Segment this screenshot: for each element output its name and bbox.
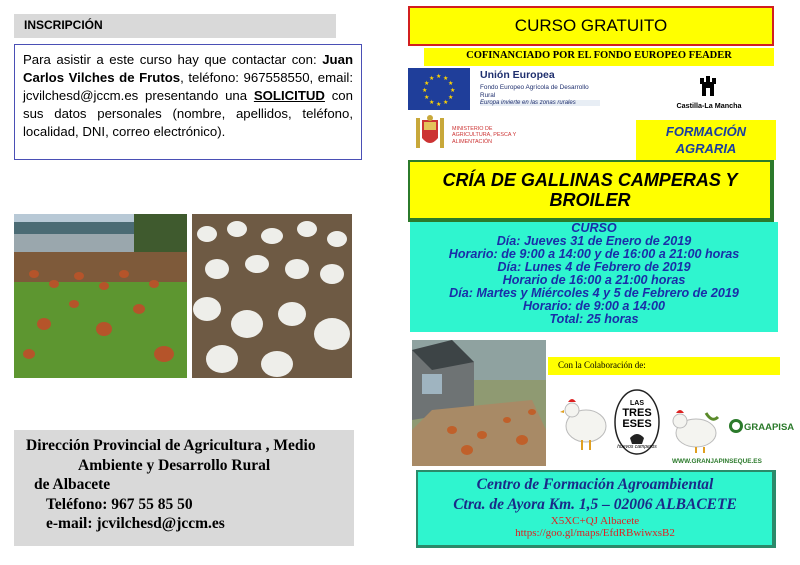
curso-gratuito-title: CURSO GRATUITO (514, 16, 668, 35)
formacion-line1: FORMACIÓN (665, 124, 747, 139)
inscripcion-text-box (14, 44, 362, 160)
colaboracion-label: Con la Colaboración de: (558, 360, 646, 370)
course-title-box (408, 160, 774, 222)
free-range-hens-photo (14, 214, 187, 378)
tres-eses-top: LAS (630, 400, 644, 407)
tres-eses-tagline: huevos camperos (617, 444, 657, 450)
tres-eses-line1: TRES (622, 407, 652, 419)
tres-eses-name (612, 408, 662, 430)
las-tres-eses-logo (612, 380, 662, 460)
schedule-line: Horario: de 9:00 a 14:00 (522, 299, 666, 313)
schedule-box (410, 222, 778, 332)
curso-gratuito-banner (408, 6, 774, 46)
svg-text:★: ★ (436, 101, 442, 108)
direccion-line1: Dirección Provincial de Agricultura , Medio (26, 437, 316, 454)
solicitud-word: SOLICITUD (253, 88, 325, 103)
inscripcion-header (14, 14, 336, 38)
schedule-line: Horario: de 9:00 a 14:00 y de 16:00 a 21:00 horas (448, 247, 740, 261)
centro-name: Centro de Formación Agroambiental (476, 476, 714, 493)
course-title-line1: CRÍA DE GALLINAS CAMPERAS Y (442, 170, 738, 190)
white-hen-illustration (560, 396, 610, 454)
svg-text:★: ★ (424, 94, 430, 101)
eu-motto: Europa invierte en las zonas rurales (480, 100, 600, 106)
schedule-line: Día: Martes y Miércoles 4 y 5 de Febrero de 2019 (449, 286, 739, 300)
svg-text:★: ★ (443, 99, 449, 106)
graapisa-logo (728, 414, 795, 442)
cofinanciado-text: COFINANCIADO POR EL FONDO EUROPEO FEADER (466, 50, 732, 61)
centro-formacion-box (416, 470, 776, 548)
granja-website[interactable]: WWW.GRANJAPINSEQUE.ES (672, 458, 762, 465)
schedule-line: CURSO (571, 221, 617, 235)
schedule-line: Día: Jueves 31 de Enero de 2019 (496, 234, 692, 248)
svg-text:★: ★ (424, 80, 430, 87)
direccion-phone: Teléfono: 967 55 85 50 (46, 495, 193, 513)
centro-address: Ctra. de Ayora Km. 1,5 – 02006 ALBACETE (453, 496, 737, 513)
svg-text:★: ★ (429, 99, 435, 106)
eu-subtitle: Fondo Europeo Agrícola de Desarrollo Rural (480, 84, 589, 99)
castilla-la-mancha-logo (678, 76, 738, 116)
inscripcion-title: INSCRIPCIÓN (24, 18, 103, 32)
second-hen-illustration (666, 403, 720, 455)
schedule-line: Total: 25 horas (549, 312, 639, 326)
tres-eses-line2: ESES (622, 418, 652, 430)
direccion-email: e-mail: jcvilchesd@jccm.es (46, 515, 225, 532)
graapisa-name: GRAAPISA (744, 422, 795, 433)
schedule-line: Horario de 16:00 a 21:00 horas (502, 273, 686, 287)
centro-plus-code: X5XC+QJ Albacete (550, 515, 640, 527)
svg-text:★: ★ (422, 87, 428, 94)
broiler-chickens-photo (192, 214, 352, 378)
direccion-line2: Ambiente y Desarrollo Rural (78, 456, 271, 474)
svg-text:★: ★ (448, 94, 454, 101)
inscripcion-phone-text: , teléfono: 967558550, email: jcvilchesd@jccm.es presentando una (23, 70, 353, 103)
ministerio-name: MINISTERIO DE AGRICULTURA, PESCA Y ALIMENTACIÓN (452, 126, 517, 145)
svg-text:★: ★ (436, 73, 442, 80)
inscripcion-intro: Para asistir a este curso hay que contactar con: (23, 52, 317, 67)
svg-text:★: ★ (429, 75, 435, 82)
svg-text:★: ★ (443, 75, 449, 82)
svg-text:★: ★ (450, 87, 456, 94)
inscripcion-rest-text: con sus datos personales (nombre, apellidos, teléfono, localidad, DNI, correo electrónico). (23, 88, 353, 139)
direccion-provincial-box (14, 430, 354, 546)
formacion-line2: AGRARIA (675, 141, 737, 156)
eu-flag-icon (408, 68, 470, 110)
colaboracion-bar (548, 357, 780, 375)
direccion-line3: de Albacete (34, 476, 111, 493)
clm-name: Castilla-La Mancha (676, 101, 742, 110)
cofinanciado-banner (424, 48, 774, 66)
contact-name: Juan Carlos Vilches de Frutos (23, 52, 353, 85)
course-title-line2: BROILER (549, 190, 631, 210)
schedule-line: Día: Lunes 4 de Febrero de 2019 (497, 260, 691, 274)
centro-maps-link[interactable]: https://goo.gl/maps/EfdRBwiwxsB2 (515, 527, 675, 539)
svg-text:★: ★ (448, 80, 454, 87)
eu-title: Unión Europea (480, 69, 555, 81)
eu-feader-logo (408, 68, 602, 112)
formacion-agraria-badge (636, 120, 776, 160)
chicken-coop-photo (412, 340, 546, 466)
